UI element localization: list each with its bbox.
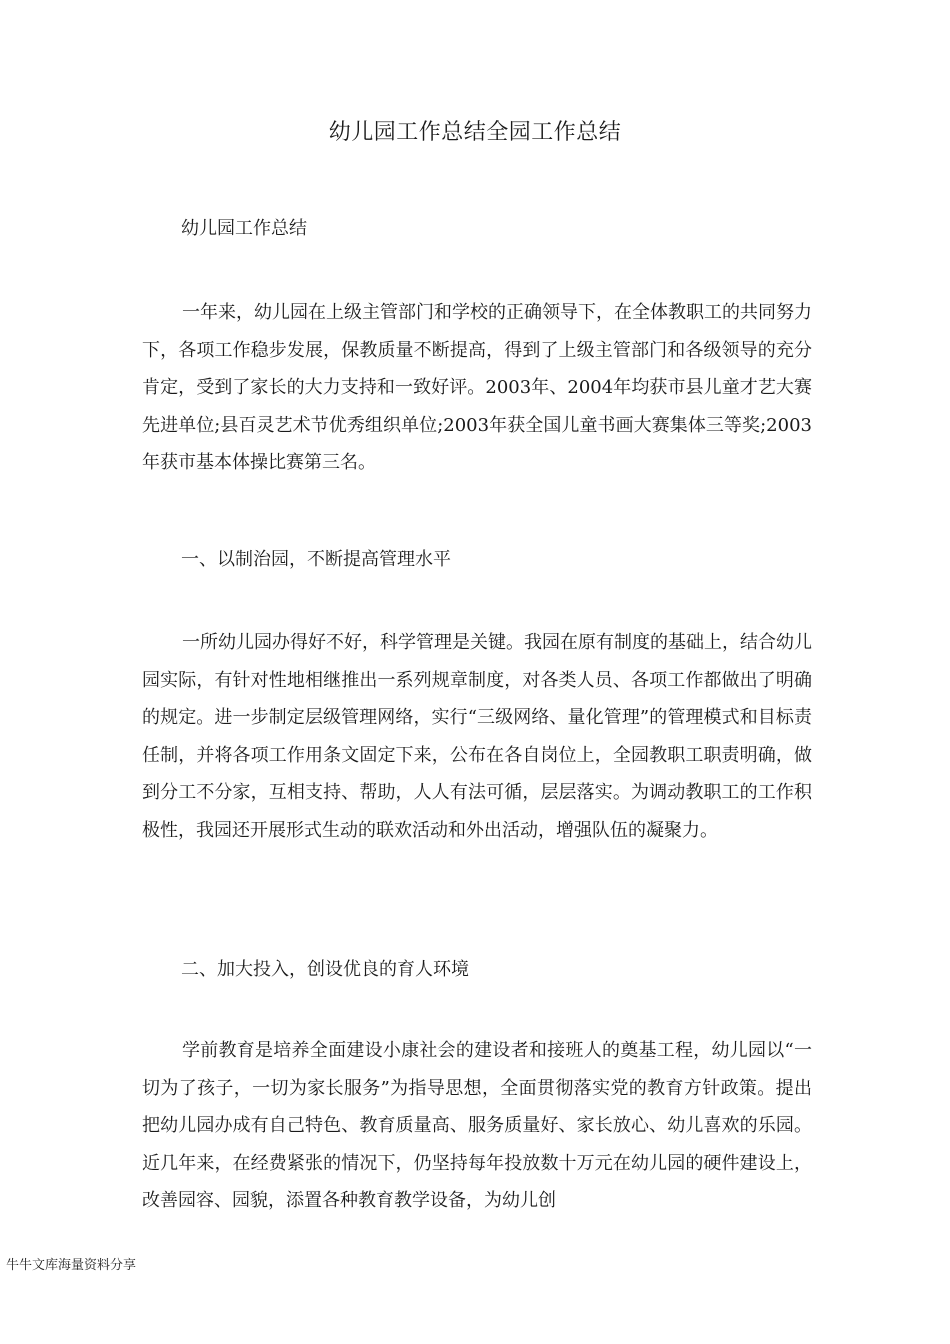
section-heading-environment: 二、加大投入，创设优良的育人环境 [181, 959, 469, 980]
paragraph-intro: 一年来，幼儿园在上级主管部门和学校的正确领导下，在全体教职工的共同努力下，各项工作稳步发展，保教质量不断提高，得到了上级主管部门和各级领导的充分肯定，受到了家长的大力支持和一致好评。2003年、2004年均获市县儿童才艺大赛先进单位;县百灵艺术节优秀组织单位;2003年获全国儿童书画大赛集体三等奖;2003年获市基本体操比赛第三名。 [142, 302, 812, 474]
document-subtitle: 幼儿园工作总结 [181, 218, 307, 239]
section-heading-management: 一、以制治园，不断提高管理水平 [181, 549, 451, 570]
paragraph-environment: 学前教育是培养全面建设小康社会的建设者和接班人的奠基工程，幼儿园以“一切为了孩子，一切为家长服务”为指导思想，全面贯彻落实党的教育方针政策。提出把幼儿园办成有自己特色、教育质量高、服务质量好、家长放心、幼儿喜欢的乐园。近几年来，在经费紧张的情况下，仍坚持每年投放数十万元在幼儿园的硬件建设上，改善园容、园貌，添置各种教育教学设备，为幼儿创 [142, 1040, 812, 1212]
page-title: 幼儿园工作总结全园工作总结 [328, 120, 622, 145]
paragraph-management: 一所幼儿园办得好不好，科学管理是关键。我园在原有制度的基础上，结合幼儿园实际，有针对性地相继推出一系列规章制度，对各类人员、各项工作都做出了明确的规定。进一步制定层级管理网络，实行“三级网络、量化管理”的管理模式和目标责任制，并将各项工作用条文固定下来，公布在各自岗位上，全园教职工职责明确，做到分工不分家，互相支持、帮助，人人有法可循，层层落实。为调动教职工的工作积极性，我园还开展形式生动的联欢活动和外出活动，增强队伍的凝聚力。 [142, 632, 812, 841]
footer-watermark: 牛牛文库海量资料分享 [6, 1258, 137, 1273]
